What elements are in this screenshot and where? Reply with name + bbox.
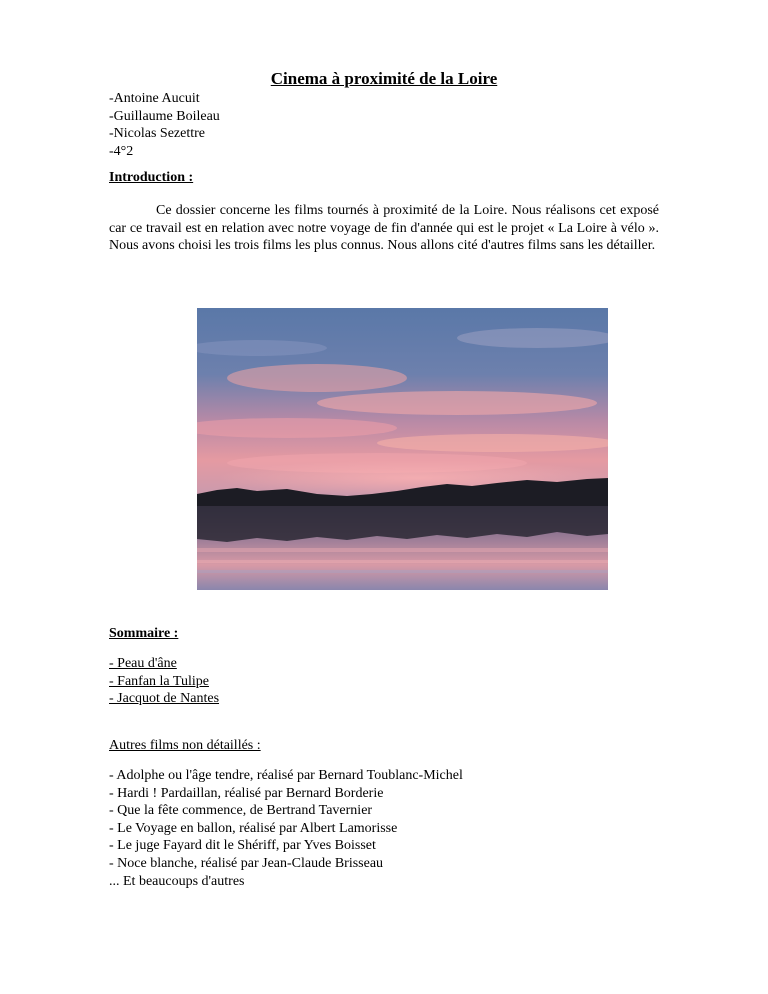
sommaire-link-fanfan[interactable]: - Fanfan la Tulipe — [109, 673, 209, 689]
introduction-heading: Introduction : — [109, 170, 194, 185]
sommaire-link-jacquot[interactable]: - Jacquot de Nantes — [109, 691, 220, 706]
sommaire-item-peau-dane — [109, 655, 219, 673]
list-item: - Le juge Fayard dit le Shériff, par Yves Boisset — [109, 838, 376, 854]
list-item: - Hardi ! Pardaillan, réalisé par Bernard Borderie — [109, 785, 384, 801]
loire-sunset-photo — [197, 308, 608, 590]
author-item: -Nicolas Sezettre — [109, 126, 206, 141]
introduction-paragraph: Ce dossier concerne les films tournés à proximité de la Loire. Nous réalisons cet exposé car ce travail est en relation avec notre voyage de fin d'année qui est le projet « La Loire à vélo ». Nous avons choisi les trois films les plus connus. Nous allons cité d'autres films sans les détailler. — [109, 203, 659, 254]
author-item: -Antoine Aucuit — [109, 91, 200, 106]
list-item: - Adolphe ou l'âge tendre, réalisé par Bernard Toublanc-Michel — [109, 768, 463, 783]
sommaire-item-fanfan — [109, 673, 219, 691]
list-item: - Le Voyage en ballon, réalisé par Albert Lamorisse — [109, 820, 398, 836]
author-item: -Guillaume Boileau — [109, 108, 220, 124]
sommaire-list — [109, 655, 219, 708]
autres-films-list — [109, 767, 463, 890]
class-label: -4°2 — [109, 143, 134, 159]
page-title: Cinema à proximité de la Loire — [270, 69, 498, 88]
list-item: - Que la fête commence, de Bertrand Tavernier — [109, 803, 373, 819]
sommaire-link-peau-dane[interactable]: - Peau d'âne — [109, 656, 177, 671]
author-list — [109, 90, 220, 160]
sommaire-heading: Sommaire : — [109, 626, 179, 641]
list-item: - Noce blanche, réalisé par Jean-Claude Brisseau — [109, 855, 384, 871]
sommaire-item-jacquot — [109, 690, 219, 708]
autres-films-heading: Autres films non détaillés : — [109, 738, 261, 753]
list-item: ... Et beaucoups d'autres — [109, 873, 245, 889]
